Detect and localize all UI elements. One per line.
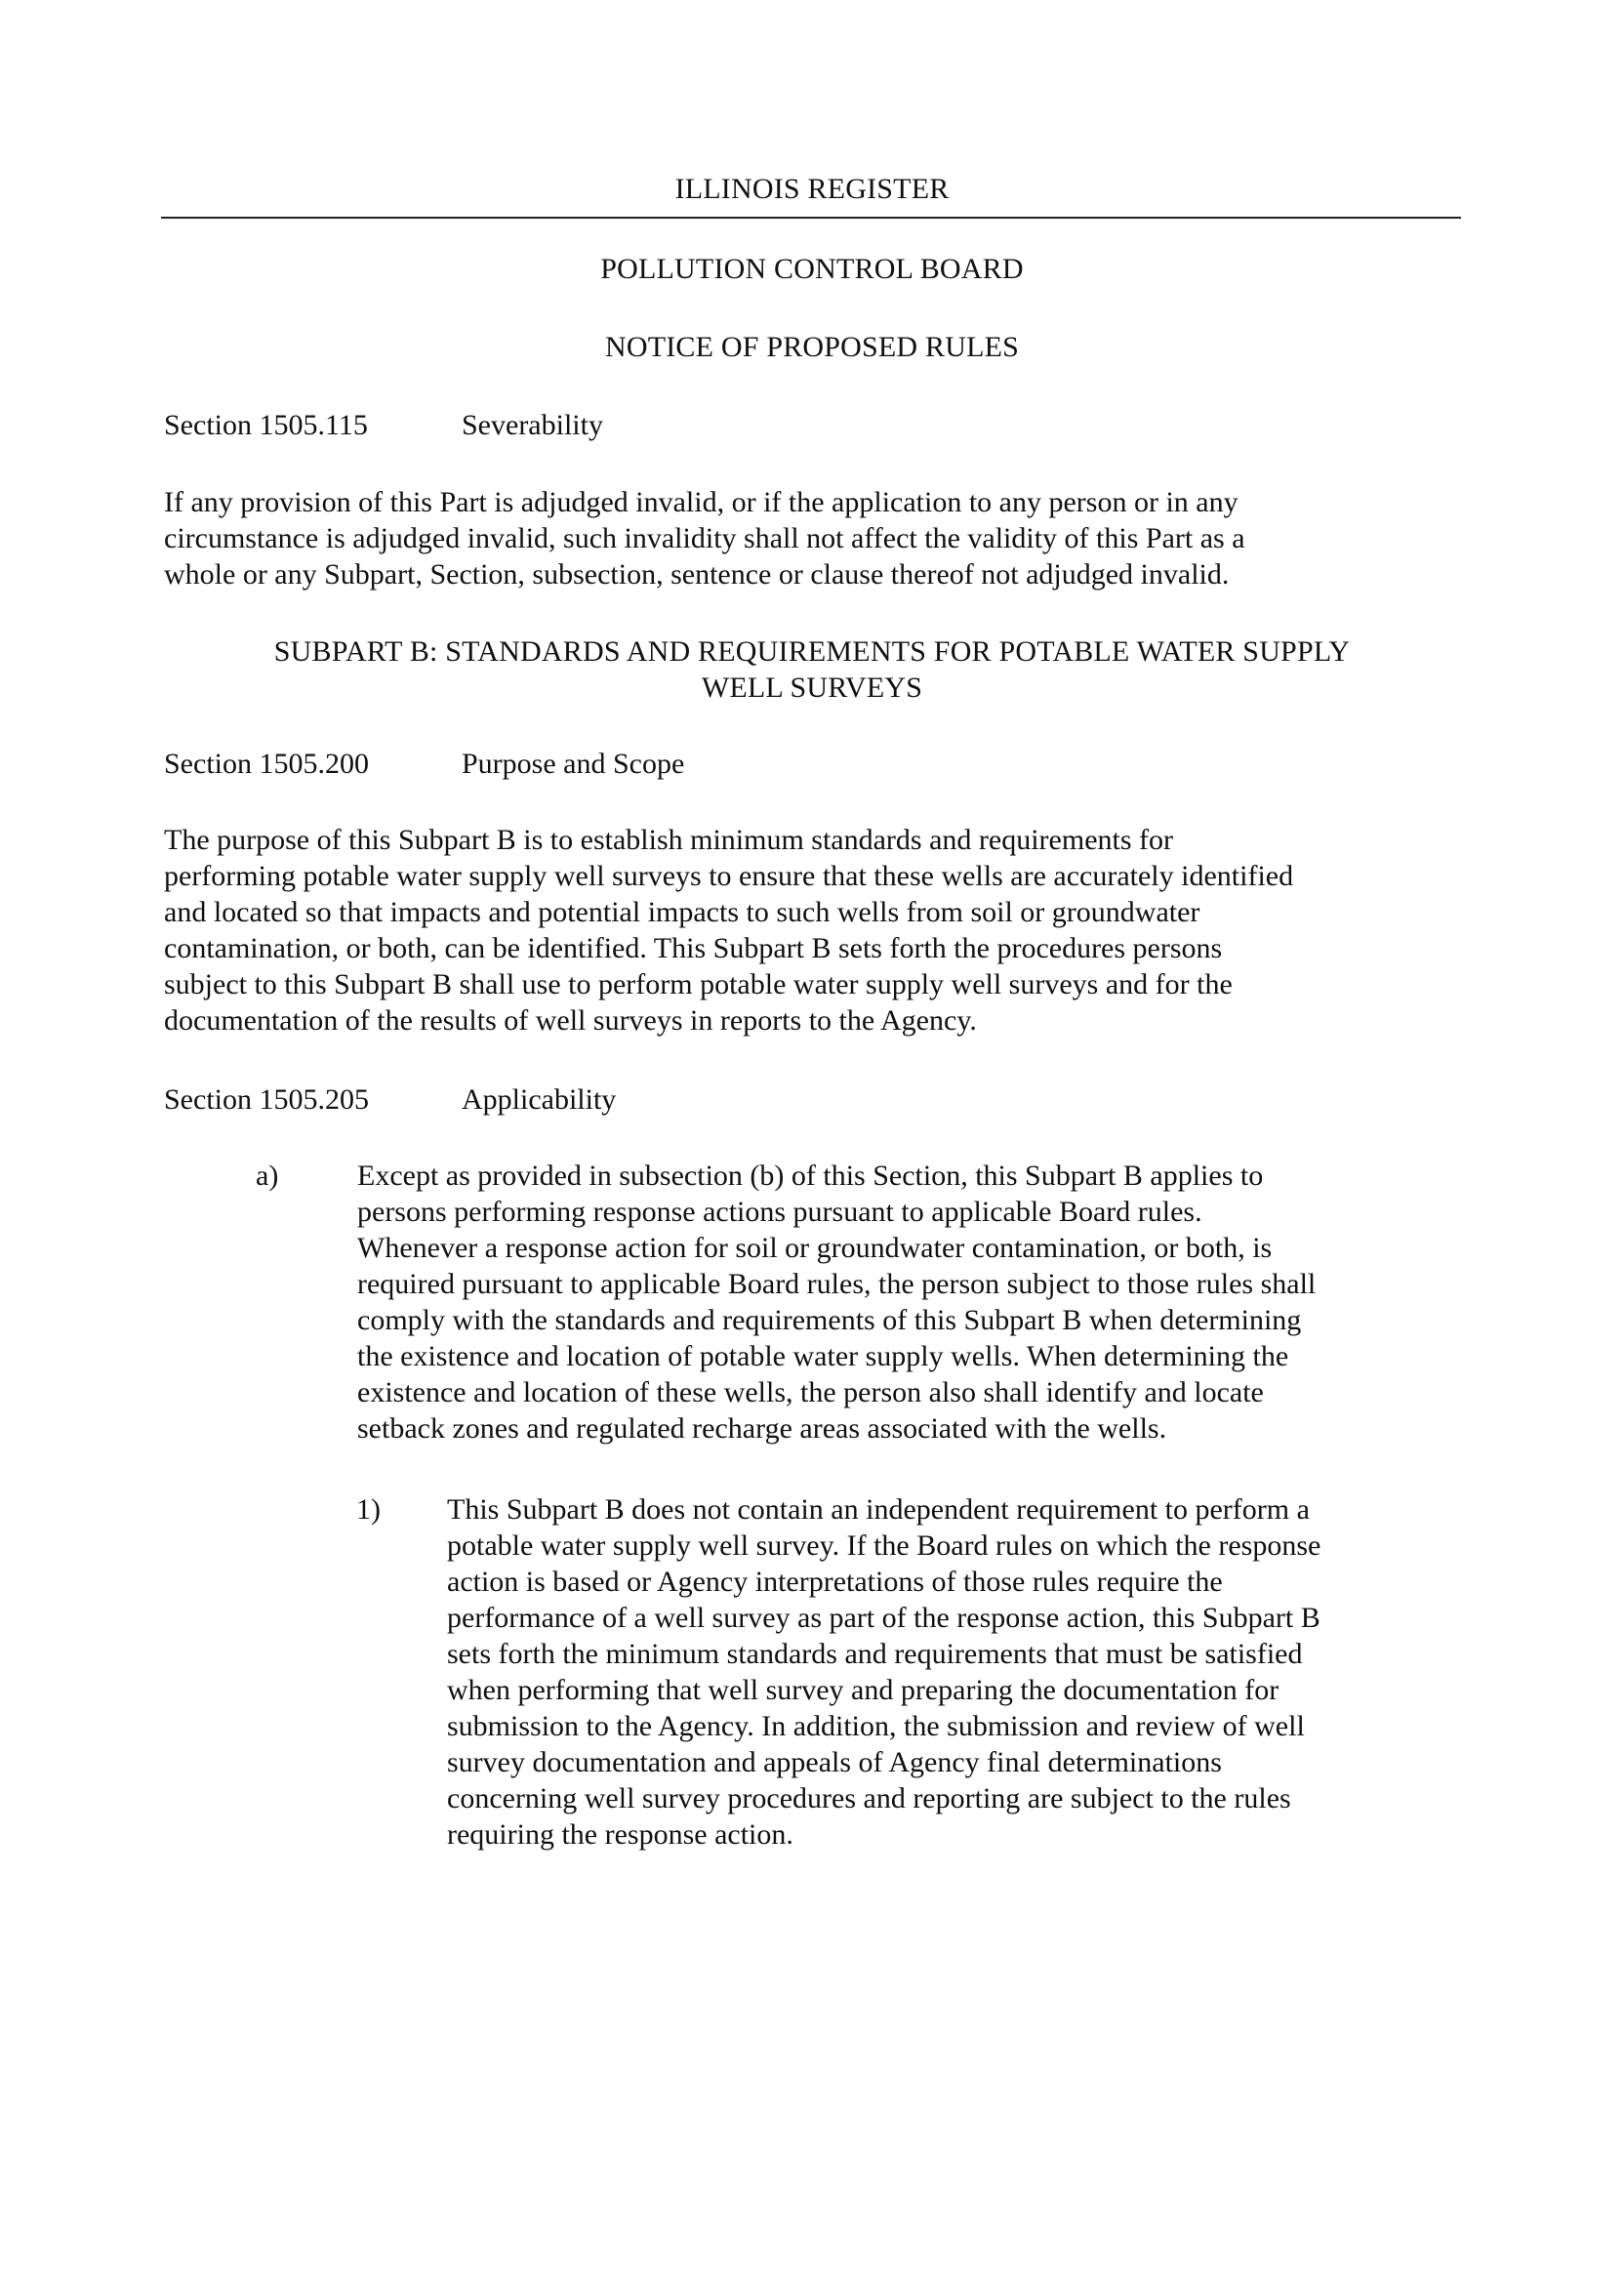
paragraph-line: performance of a well survey as part of the response action, this Subpart B [447,1602,1320,1634]
paragraph-line: This Subpart B does not contain an independent requirement to perform a [447,1493,1310,1526]
paragraph-line: action is based or Agency interpretations of those rules require the [447,1566,1223,1598]
paragraph-line: sets forth the minimum standards and requirements that must be satisfied [447,1638,1303,1670]
item-a-marker: a) [256,1160,279,1192]
section-number: Section 1505.200 [164,748,369,780]
paragraph-line: when performing that well survey and preparing the documentation for [447,1674,1279,1706]
paragraph-line: existence and location of these wells, the person also shall identify and locate [357,1376,1264,1408]
paragraph-line: contamination, or both, can be identified. This Subpart B sets forth the procedures persons [164,932,1223,964]
section-title: Severability [462,409,603,441]
paragraph-line: the existence and location of potable water supply wells. When determining the [357,1340,1289,1372]
paragraph-line: concerning well survey procedures and reporting are subject to the rules [447,1782,1291,1814]
section-205-heading [164,1082,945,1118]
item-a-body [357,1158,1470,1447]
paragraph-line: Whenever a response action for soil or groundwater contamination, or both, is [357,1232,1273,1264]
paragraph-line: requiring the response action. [447,1818,793,1851]
item-1-body [447,1491,1472,1853]
section-200-heading [164,747,945,782]
paragraph-line: and located so that impacts and potential impacts to such wells from soil or groundwater [164,896,1200,928]
item-1-marker: 1) [356,1493,381,1526]
paragraph-line: subject to this Subpart B shall use to perform potable water supply well surveys and for the [164,968,1233,1000]
subpart-b-heading-line-1: SUBPART B: STANDARDS AND REQUIREMENTS FOR POTABLE WATER SUPPLY [273,635,1351,668]
paragraph-line: The purpose of this Subpart B is to establish minimum standards and requirements for [164,824,1174,856]
subpart-b-heading-line-2: WELL SURVEYS [701,672,923,704]
section-number: Section 1505.205 [164,1083,369,1116]
paragraph-line: performing potable water supply well surveys to ensure that these wells are accurately identified [164,860,1294,892]
notice-title: NOTICE OF PROPOSED RULES [604,331,1020,363]
paragraph-line: comply with the standards and requirements of this Subpart B when determining [357,1304,1302,1336]
header-divider [161,217,1461,219]
paragraph-line: persons performing response actions pursuant to applicable Board rules. [357,1196,1202,1228]
section-title: Applicability [462,1083,617,1116]
paragraph-line: circumstance is adjudged invalid, such invalidity shall not affect the validity of this Part as a [164,522,1245,554]
section-title: Purpose and Scope [462,748,685,780]
section-115-body [164,484,1472,592]
section-number: Section 1505.115 [164,409,368,441]
paragraph-line: whole or any Subpart, Section, subsection, sentence or clause thereof not adjudged invalid. [164,558,1230,591]
register-title: ILLINOIS REGISTER [674,173,950,205]
board-title: POLLUTION CONTROL BOARD [600,253,1024,285]
paragraph-line: Except as provided in subsection (b) of this Section, this Subpart B applies to [357,1160,1264,1192]
paragraph-line: If any provision of this Part is adjudged invalid, or if the application to any person or in any [164,486,1238,518]
paragraph-line: documentation of the results of well surveys in reports to the Agency. [164,1004,977,1037]
section-115-heading [164,408,945,443]
section-200-body [164,822,1472,1039]
paragraph-line: submission to the Agency. In addition, the submission and review of well [447,1710,1305,1742]
paragraph-line: survey documentation and appeals of Agency final determinations [447,1746,1222,1778]
paragraph-line: potable water supply well survey. If the Board rules on which the response [447,1529,1321,1562]
paragraph-line: required pursuant to applicable Board rules, the person subject to those rules shall [357,1268,1317,1300]
paragraph-line: setback zones and regulated recharge areas associated with the wells. [357,1412,1167,1445]
